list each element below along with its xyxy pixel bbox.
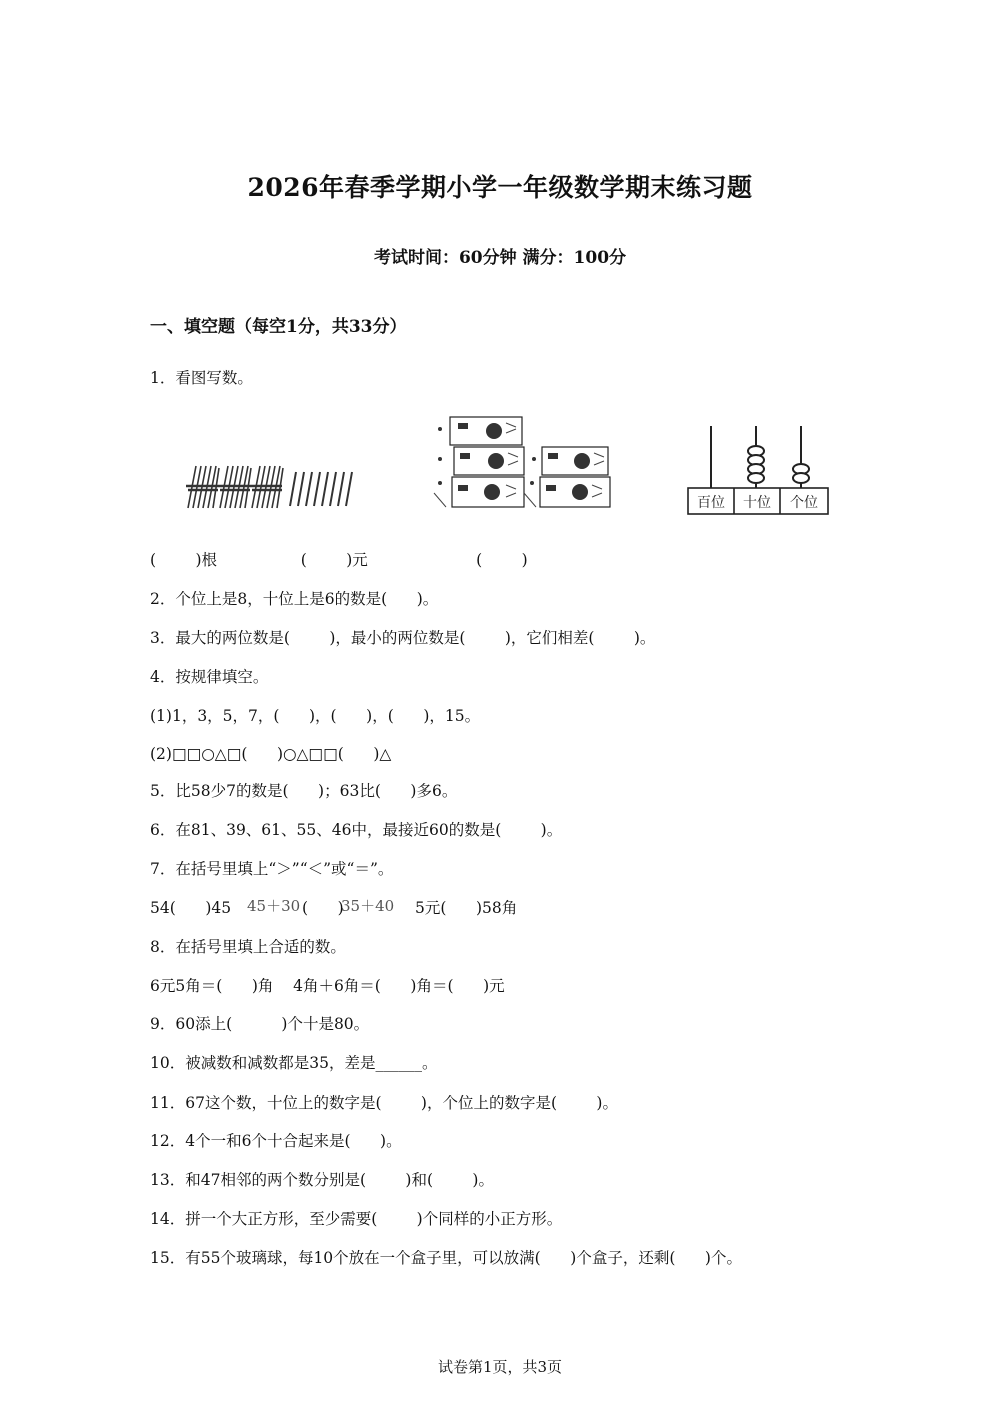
question-1: 1．看图写数。 <box>150 369 253 387</box>
question-11: 11．67这个数，十位上的数字是( )，个位上的数字是( )。 <box>150 1094 618 1112</box>
abacus-illustration <box>686 424 832 516</box>
question-10: 10．被减数和减数都是35，差是______。 <box>150 1054 438 1072</box>
ones-label: 个位 <box>790 495 818 511</box>
question-6: 6．在81、39、61、55、46中，最接近60的数是( )。 <box>150 821 563 839</box>
question-8-line: 6元5角＝( )角 4角＋6角＝( )角＝( )元 <box>150 977 505 995</box>
question-7-item-c: 5元( )58角 <box>415 899 518 917</box>
question-7-item-b-blank: ( ) <box>302 899 344 917</box>
question-7-item-a: 54( )45 <box>150 899 232 917</box>
question-4-part-2: (2)□□○△□( )○△□□( )△ <box>150 745 392 763</box>
question-14: 14．拼一个大正方形，至少需要( )个同样的小正方形。 <box>150 1210 563 1228</box>
question-7-expr-left: 45＋30 <box>247 897 301 915</box>
question-7: 7．在括号里填上“＞”“＜”或“＝”。 <box>150 860 394 878</box>
question-4-part-1: (1)1，3，5，7，( )，( )，( )，15。 <box>150 707 481 725</box>
banknotes-illustration <box>432 413 612 513</box>
section-heading: 一、填空题（每空1分，共33分） <box>150 317 407 337</box>
question-13: 13．和47相邻的两个数分别是( )和( )。 <box>150 1171 494 1189</box>
page-title: 2026年春季学期小学一年级数学期末练习题 <box>247 173 753 202</box>
question-9: 9．60添上( )个十是80。 <box>150 1015 370 1033</box>
question-5: 5．比58少7的数是( )；63比( )多6。 <box>150 782 458 800</box>
sticks-illustration <box>182 460 362 512</box>
question-3: 3．最大的两位数是( )，最小的两位数是( )，它们相差( )。 <box>150 629 656 647</box>
question-4: 4．按规律填空。 <box>150 668 269 686</box>
hundreds-label: 百位 <box>697 495 725 511</box>
stick-bundle <box>186 466 219 508</box>
question-15: 15．有55个玻璃球，每10个放在一个盒子里，可以放满( )个盒子，还剩( )个。 <box>150 1249 742 1267</box>
question-8: 8．在括号里填上合适的数。 <box>150 938 346 956</box>
question-1-answers: ( )根 ( )元 ( ) <box>150 551 528 569</box>
question-12: 12．4个一和6个十合起来是( )。 <box>150 1132 402 1150</box>
question-2: 2．个位上是8，十位上是6的数是( )。 <box>150 590 439 608</box>
exam-info: 考试时间：60分钟 满分：100分 <box>373 248 627 268</box>
page-footer: 试卷第1页，共3页 <box>437 1358 563 1376</box>
question-7-expr-right: 35＋40 <box>341 897 395 915</box>
tens-label: 十位 <box>743 495 771 511</box>
